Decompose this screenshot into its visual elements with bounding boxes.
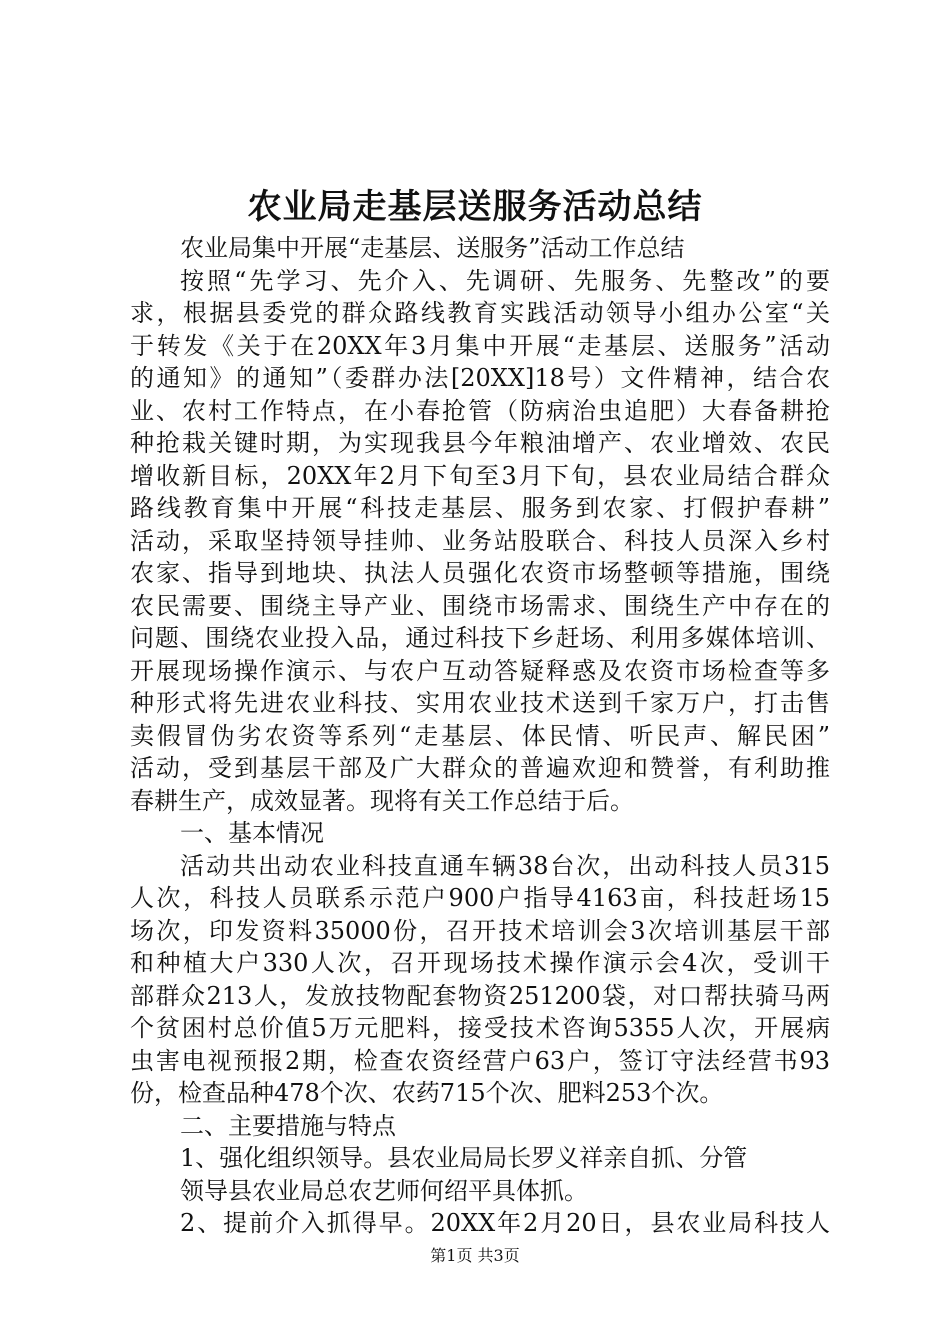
body-line: 卖假冒伪劣农资等系列“走基层、体民情、听民声、解民困” <box>130 721 830 750</box>
body-line: 农业局集中开展“走基层、送服务”活动工作总结 <box>180 234 685 262</box>
body-line: 业、农村工作特点，在小春抢管（防病治虫追肥）大春备耕抢 <box>130 396 830 425</box>
body-line: 按照“先学习、先介入、先调研、先服务、先整改”的要 <box>180 266 830 295</box>
body-line: 路线教育集中开展“科技走基层、服务到农家、打假护春耕” <box>130 494 830 522</box>
body-line: 种抢栽关键时期，为实现我县今年粮油增产、农业增效、农民 <box>130 429 830 457</box>
page-footer: 第1页 共3页 <box>430 1246 520 1265</box>
body-line: 活动共出动农业科技直通车辆38台次，出动科技人员315 <box>180 851 830 880</box>
body-line: 种形式将先进农业科技、实用农业技术送到千家万户，打击售 <box>130 689 830 717</box>
body-line: 1、强化组织领导。县农业局局长罗义祥亲自抓、分管 <box>180 1144 748 1172</box>
document-body <box>130 232 830 1240</box>
body-line: 场次，印发资料35000份，召开技术培训会3次培训基层干部 <box>130 916 830 945</box>
body-line: 个贫困村总价值5万元肥料，接受技术咨询5355人次，开展病 <box>130 1014 830 1042</box>
body-line: 部群众213人，发放技物配套物资251200袋，对口帮扶骑马两 <box>130 981 830 1010</box>
body-line: 人次，科技人员联系示范户900户指导4163亩，科技赶场15 <box>130 884 830 912</box>
body-line: 求，根据县委党的群众路线教育实践活动领导小组办公室“关 <box>130 299 830 327</box>
body-line: 和种植大户330人次，召开现场技术操作演示会4次，受训干 <box>130 949 830 977</box>
body-line: 虫害电视预报2期，检查农资经营户63户，签订守法经营书93 <box>130 1046 830 1075</box>
body-line: 的通知》的通知”（委群办法[20XX]18号）文件精神，结合农 <box>130 364 830 392</box>
body-line: 农家、指导到地块、执法人员强化农资市场整顿等措施，围绕 <box>130 559 830 587</box>
body-line: 2、提前介入抓得早。20XX年2月20日，县农业局科技人 <box>180 1209 830 1237</box>
body-line: 增收新目标，20XX年2月下旬至3月下旬，县农业局结合群众 <box>130 461 830 490</box>
body-line: 活动，受到基层干部及广大群众的普遍欢迎和赞誉，有利助推 <box>130 754 830 782</box>
body-line: 领导县农业局总农艺师何绍平具体抓。 <box>180 1176 588 1205</box>
body-line: 一、基本情况 <box>180 819 324 847</box>
body-line: 农民需要、围绕主导产业、围绕市场需求、围绕生产中存在的 <box>130 591 830 620</box>
document-title: 农业局走基层送服务活动总结 <box>247 187 703 227</box>
body-line: 份，检查品种478个次、农药715个次、肥料253个次。 <box>130 1079 724 1107</box>
body-line: 活动，采取坚持领导挂帅、业务站股联合、科技人员深入乡村 <box>130 526 830 555</box>
body-line: 春耕生产，成效显著。现将有关工作总结于后。 <box>130 786 634 815</box>
body-line: 问题、围绕农业投入品，通过科技下乡赶场、利用多媒体培训、 <box>130 624 830 652</box>
body-line: 于转发《关于在20XX年3月集中开展“走基层、送服务”活动 <box>130 331 830 360</box>
body-line: 二、主要措施与特点 <box>180 1111 396 1140</box>
body-line: 开展现场操作演示、与农户互动答疑释惑及农资市场检查等多 <box>130 656 830 685</box>
